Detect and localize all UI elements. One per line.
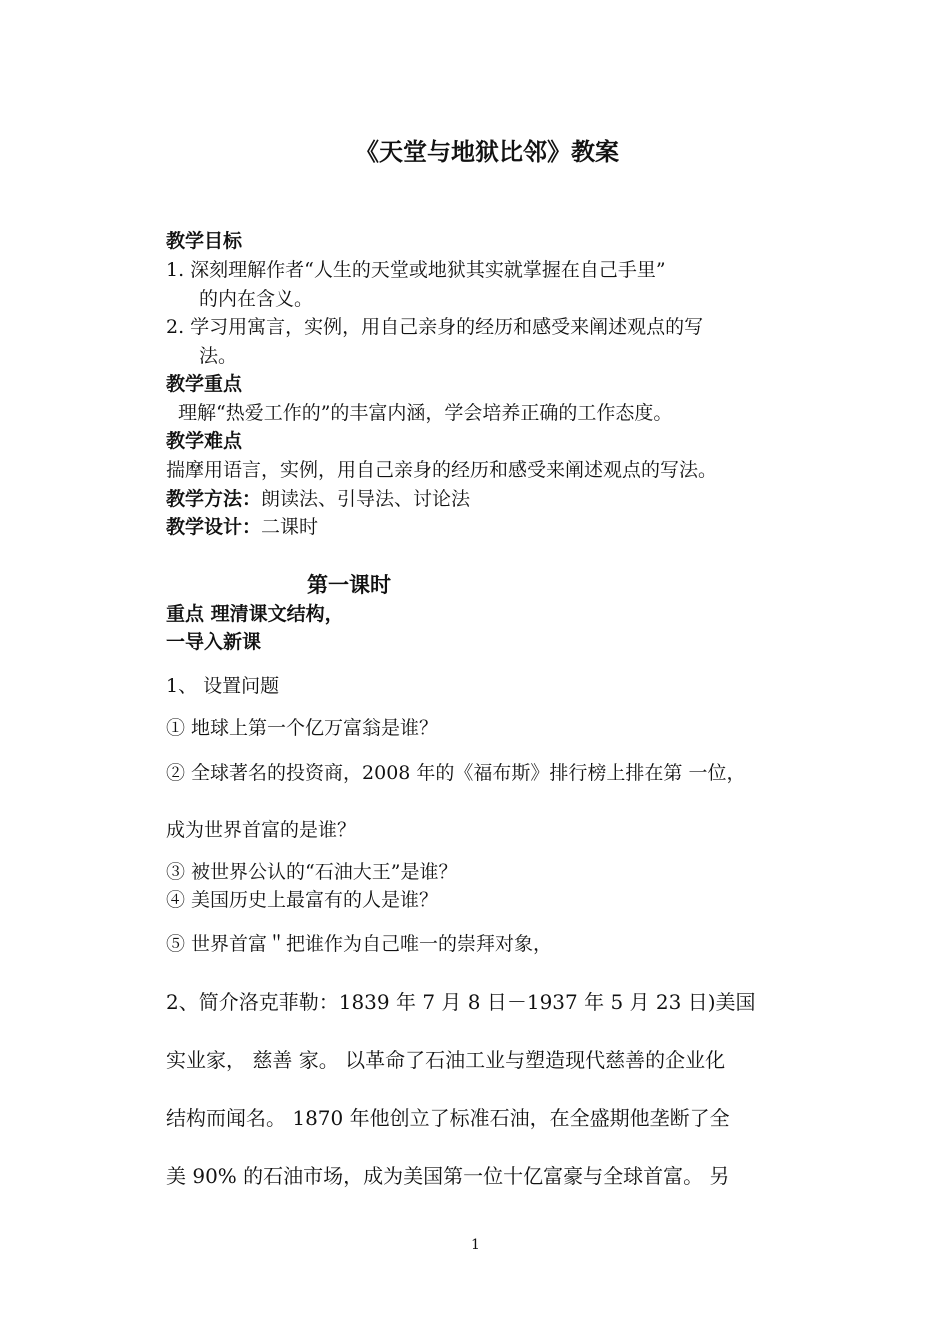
question-3: ③ 被世界公认的“石油大王”是谁？ [166, 861, 458, 883]
document-title: 《天堂与地狱比邻》教案 [355, 137, 619, 166]
method-label: 教学方法： [166, 488, 262, 510]
difficulty-text: 揣摩用语言，实例，用自己亲身的经历和感受来阐述观点的写法。 [166, 459, 718, 481]
objective-1-line2: 的内在含义。 [199, 288, 314, 310]
lesson1-focus: 重点 理清课文结构， [166, 603, 344, 625]
method-text: 朗读法、引导法、讨论法 [261, 488, 471, 510]
objective-2-line2: 法。 [199, 345, 238, 367]
lesson1-heading: 第一课时 [307, 572, 391, 597]
question-2-line2: 成为世界首富的是谁？ [166, 819, 357, 841]
key-text: 理解“热爱工作的”的丰富内涵，学会培养正确的工作态度。 [178, 402, 673, 424]
step2-line3: 结构而闻名。 1870 年他创立了标准石油，在全盛期他垄断了全 [166, 1106, 730, 1130]
lesson1-intro: 一导入新课 [166, 631, 262, 653]
objective-2-line1: 2. 学习用寓言，实例，用自己亲身的经历和感受来阐述观点的写 [166, 316, 704, 338]
key-heading: 教学重点 [166, 373, 243, 395]
question-4: ④ 美国历史上最富有的人是谁？ [166, 889, 439, 911]
design-row [166, 515, 318, 539]
design-label: 教学设计： [166, 516, 262, 538]
method-row [166, 487, 470, 511]
objectives-heading: 教学目标 [166, 230, 243, 252]
difficulty-heading: 教学难点 [166, 430, 243, 452]
step2-line2: 实业家， 慈善 家。 以革命了石油工业与塑造现代慈善的企业化 [166, 1048, 726, 1072]
question-1: ① 地球上第一个亿万富翁是谁？ [166, 717, 439, 739]
page-number: 1 [471, 1237, 480, 1253]
objective-1-line1: 1. 深刻理解作者“人生的天堂或地狱其实就掌握在自己手里” [166, 259, 666, 281]
step2-line4: 美 90% 的石油市场，成为美国第一位十亿富豪与全球首富。 另 [166, 1164, 730, 1188]
question-2-line1: ② 全球著名的投资商，2008 年的《福布斯》排行榜上排在第 一位， [166, 762, 746, 784]
question-5: ⑤ 世界首富＂把谁作为自己唯一的崇拜对象， [166, 933, 553, 955]
step2-line1: 2、简介洛克菲勒：1839 年 7 月 8 日－1937 年 5 月 23 日)美国 [166, 990, 756, 1014]
step1-heading: 1、 设置问题 [166, 675, 280, 697]
design-text: 二课时 [261, 516, 319, 538]
